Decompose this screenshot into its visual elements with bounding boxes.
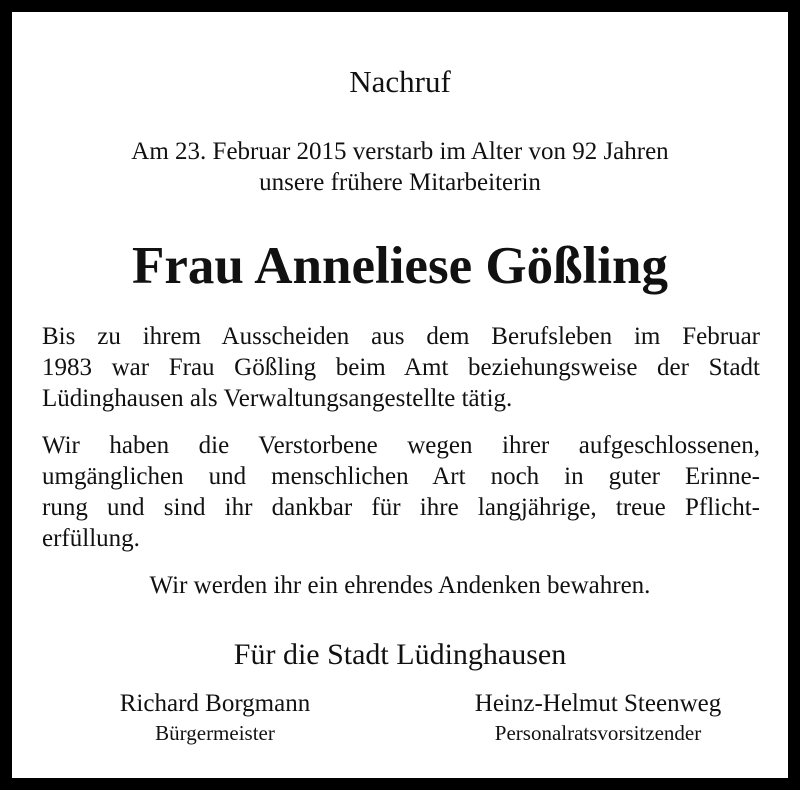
closing-sentence: Wir werden ihr ein ehrendes Andenken bewahren.: [149, 572, 651, 599]
deceased-name: Frau Anneliese Gößling: [132, 237, 668, 295]
paragraph-career: [42, 321, 760, 414]
paragraph-line: rung und sind ihr dankbar für ihre langjährige, treue Pflicht-: [42, 494, 760, 521]
signatory-role: Personalratsvorsitzender: [494, 721, 702, 745]
signatory-council-chair: [428, 688, 768, 747]
paragraph-line: erfüllung.: [42, 525, 140, 552]
paragraph-line: Lüdinghausen als Verwaltungsangestellte tätig.: [42, 385, 513, 412]
paragraph-line: 1983 war Frau Gößling beim Amt beziehungsweise der Stadt: [42, 354, 760, 381]
notice-title: Nachruf: [349, 64, 451, 99]
paragraph-line: Wir haben die Verstorbene wegen ihrer aufgeschlossenen,: [42, 432, 760, 459]
paragraph-line: Bis zu ihrem Ausscheiden aus dem Berufsleben im Februar: [42, 323, 760, 350]
paragraph-line: umgänglichen und menschlichen Art noch in guter Erinne-: [42, 463, 760, 490]
signatory-name: Richard Borgmann: [119, 690, 311, 717]
intro-line: unsere frühere Mitarbeiterin: [259, 169, 541, 196]
paragraph-gratitude: [42, 430, 760, 554]
intro-text: [12, 136, 788, 198]
signatory-name: Heinz-Helmut Steenweg: [474, 690, 722, 717]
signatory-mayor: [45, 688, 385, 747]
signatory-role: Bürgermeister: [155, 721, 275, 745]
intro-line: Am 23. Februar 2015 verstarb im Alter von 92 Jahren: [131, 138, 669, 165]
on-behalf-of-city: Für die Stadt Lüdinghausen: [233, 638, 567, 671]
